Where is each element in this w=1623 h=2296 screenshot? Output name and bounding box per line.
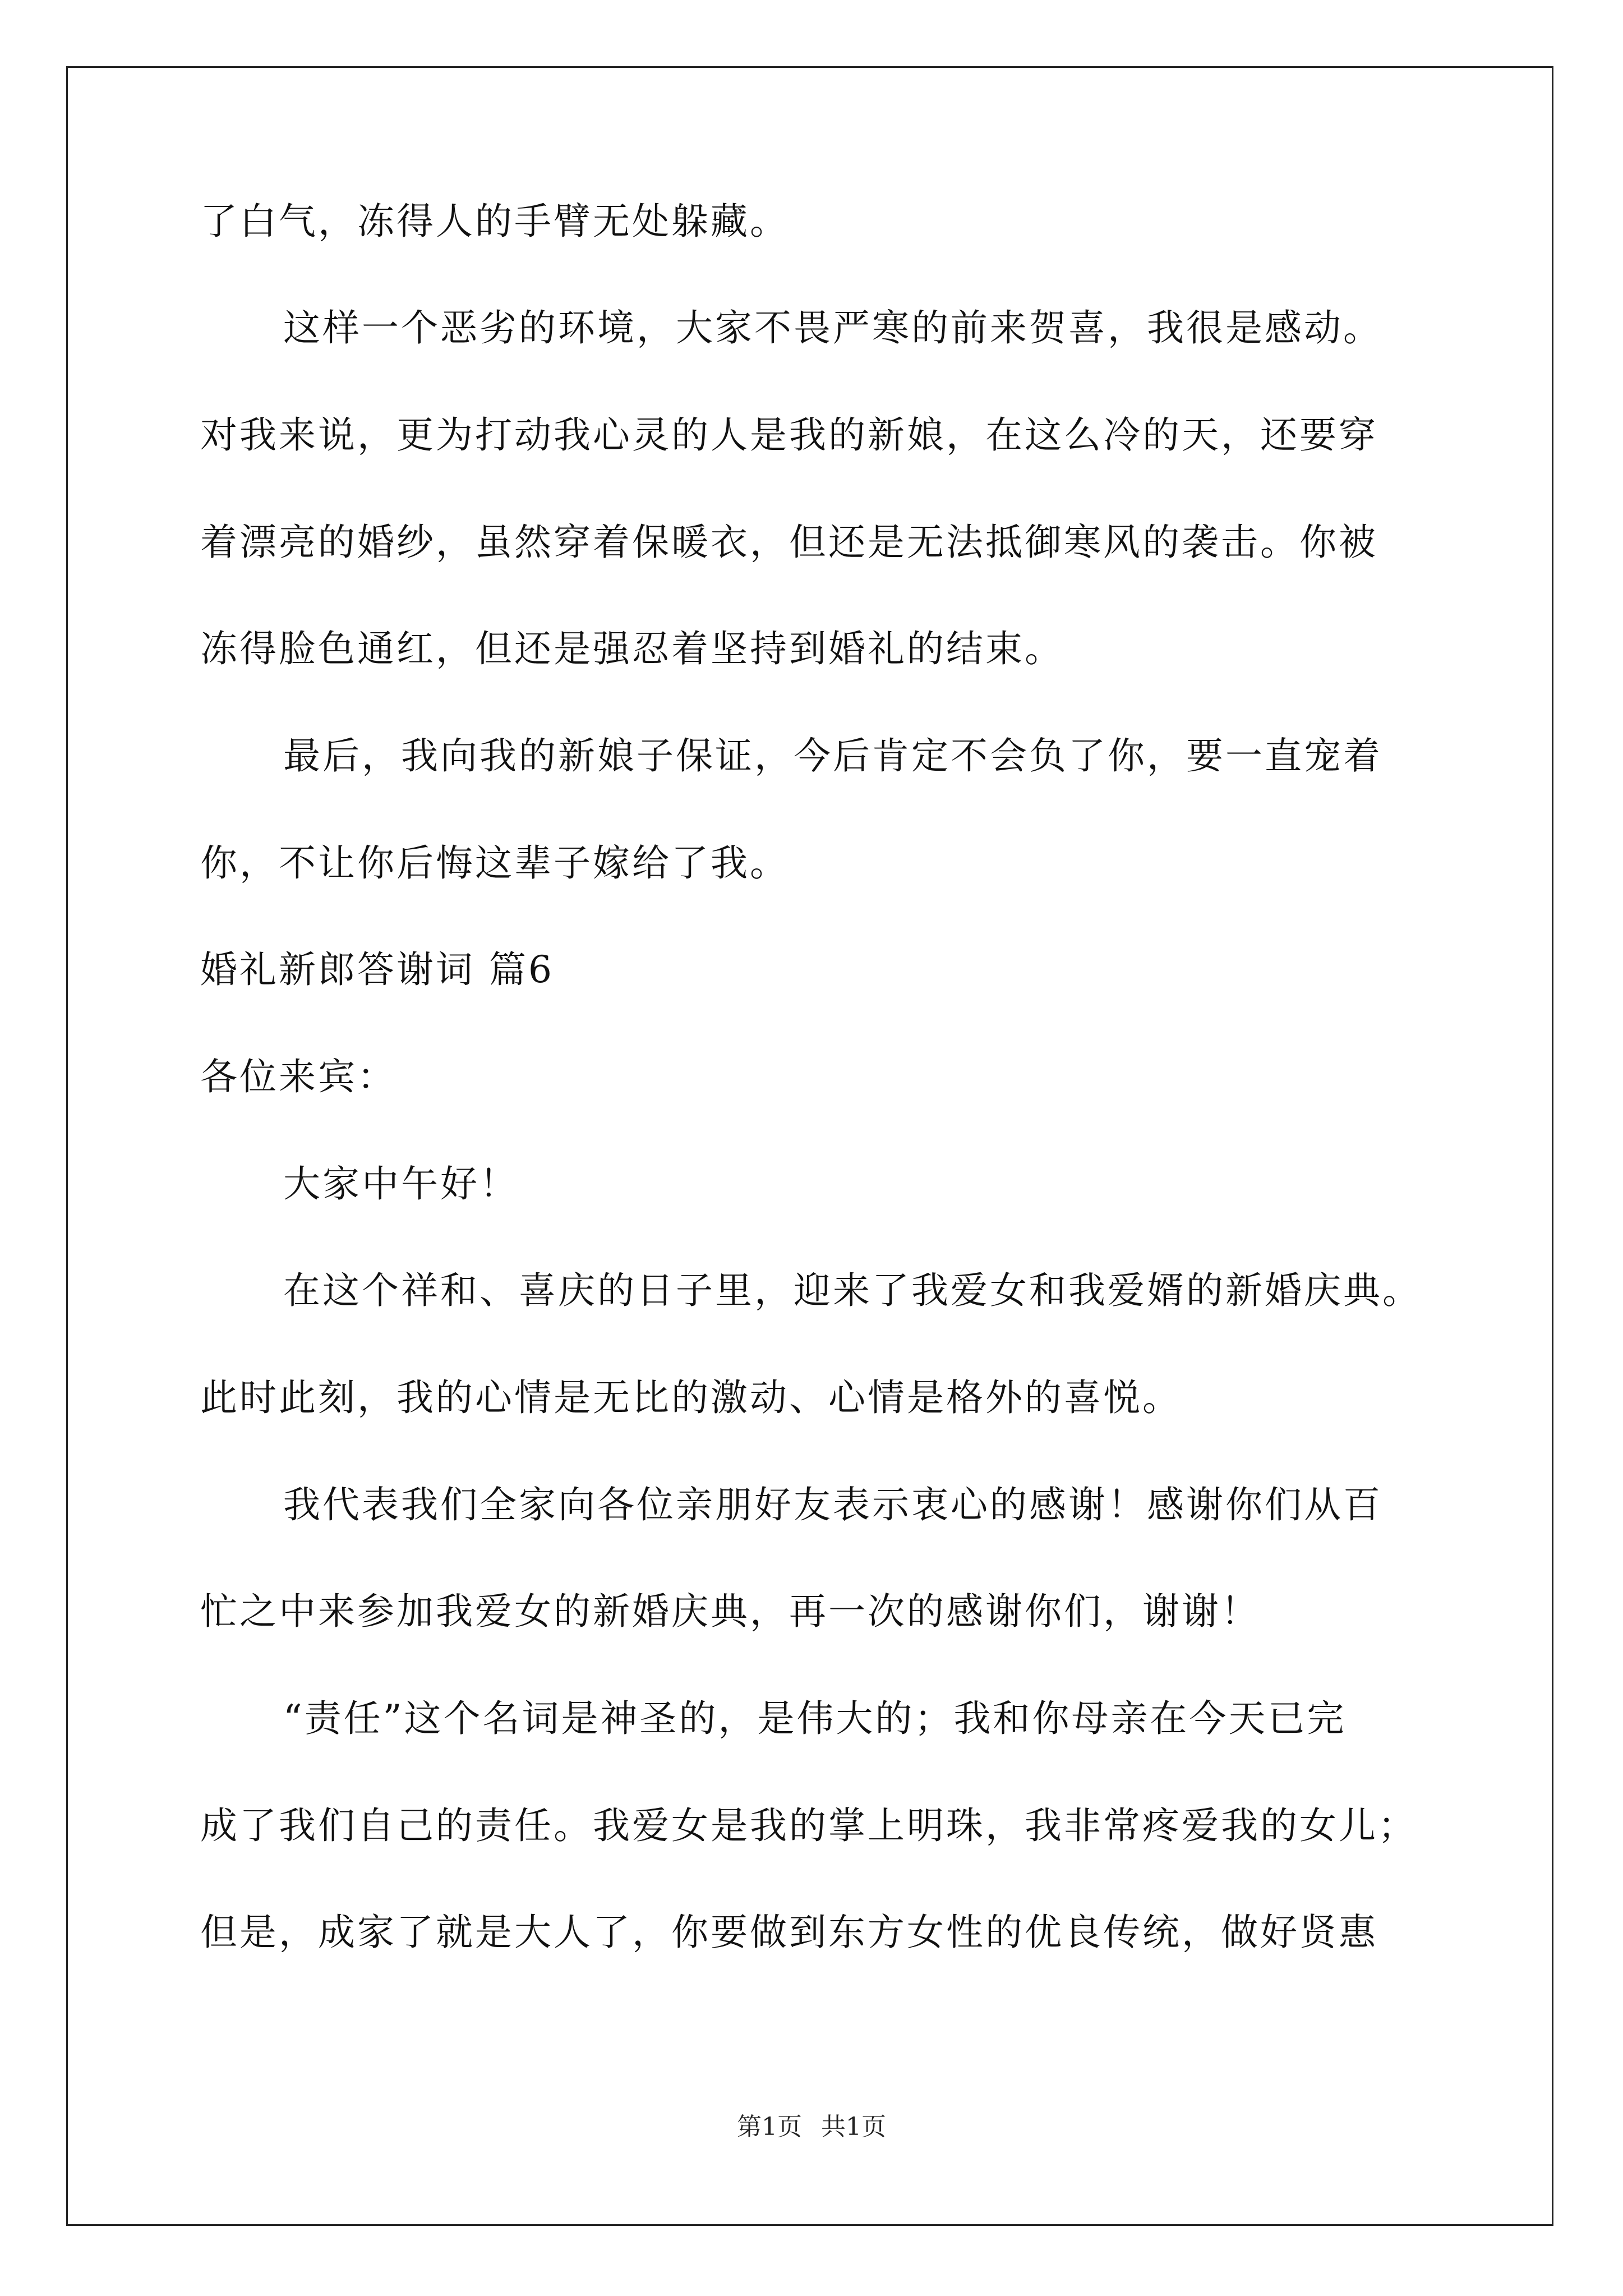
text-line: 对我来说，更为打动我心灵的人是我的新娘，在这么冷的天，还要穿 <box>200 413 1378 457</box>
text-line: 此时此刻，我的心情是无比的激动、心情是格外的喜悦。 <box>200 1376 1182 1419</box>
section-heading: 婚礼新郎答谢词 篇6 <box>200 948 554 991</box>
text-line: 你，不让你后悔这辈子嫁给了我。 <box>200 841 789 885</box>
text-line: 在这个祥和、喜庆的日子里，迎来了我爱女和我爱婿的新婚庆典。 <box>283 1269 1422 1312</box>
text-line: 最后，我向我的新娘子保证，今后肯定不会负了你，要一直宠着 <box>283 734 1382 777</box>
text-line: 我代表我们全家向各位亲朋好友表示衷心的感谢！感谢你们从百 <box>283 1483 1382 1526</box>
text-line: 着漂亮的婚纱，虽然穿着保暖衣，但还是无法抵御寒风的袭击。你被 <box>200 521 1378 564</box>
salutation: 各位来宾： <box>200 1055 396 1098</box>
page-footer <box>0 2110 1623 2144</box>
text-line: 忙之中来参加我爱女的新婚庆典，再一次的感谢你们，谢谢！ <box>200 1590 1260 1633</box>
page-total: 共1页 <box>821 2113 886 2141</box>
text-line: 成了我们自己的责任。我爱女是我的掌上明珠，我非常疼爱我的女儿； <box>200 1804 1417 1847</box>
text-line: “责任”这个名词是神圣的，是伟大的；我和你母亲在今天已完 <box>283 1697 1347 1740</box>
text-line: 冻得脸色通红，但还是强忍着坚持到婚礼的结束。 <box>200 627 1064 670</box>
page-number: 第1页 <box>737 2113 802 2141</box>
text-line: 大家中午好！ <box>283 1162 519 1205</box>
text-line: 但是，成家了就是大人了，你要做到东方女性的优良传统，做好贤惠 <box>200 1911 1378 1954</box>
text-line: 这样一个恶劣的环境，大家不畏严寒的前来贺喜，我很是感动。 <box>283 306 1382 349</box>
text-line: 了白气，冻得人的手臂无处躲藏。 <box>200 200 789 243</box>
